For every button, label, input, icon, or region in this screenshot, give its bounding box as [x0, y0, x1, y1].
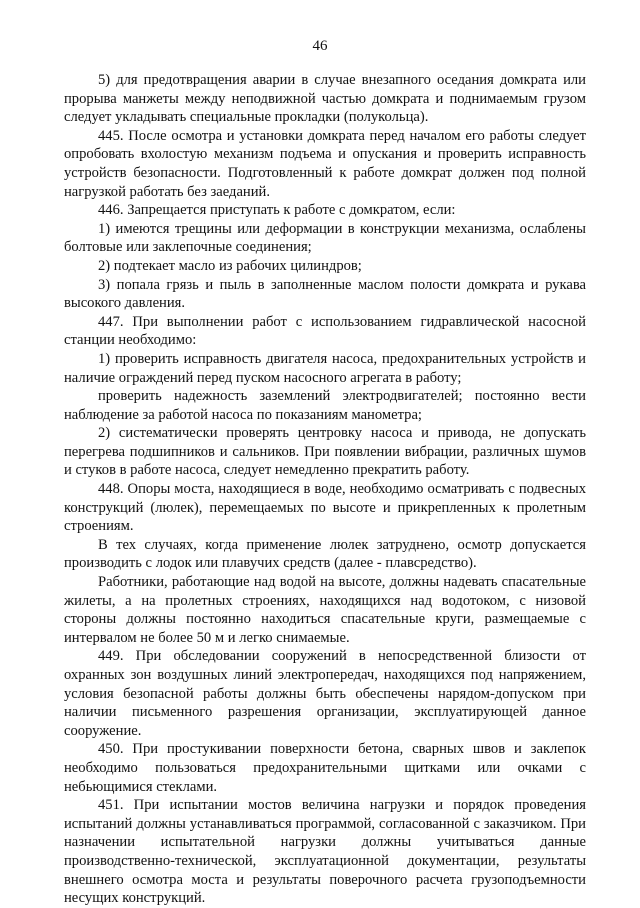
- paragraph-450: 450. При простукивании поверхности бетона, сварных швов и заклепок необходимо пользоваться предохранительными щитками или очками с небьющимися стеклами.: [64, 741, 586, 795]
- paragraph-item-5: 5) для предотвращения аварии в случае внезапного оседания домкрата или прорыва манжеты между неподвижной частью домкрата и поднимаемым грузом следует укладывать специальные прокладки (полукольца).: [64, 72, 586, 126]
- paragraph-446: 446. Запрещается приступать к работе с домкратом, если:: [98, 202, 456, 219]
- page-number: 46: [312, 38, 328, 54]
- paragraph-447-item-1: 1) проверить исправность двигателя насоса, предохранительных устройств и наличие ограждений перед пуском насосного агрегата в работу;: [64, 350, 586, 386]
- paragraph-446-item-3: 3) попала грязь и пыль в заполненные маслом полости домкрата и рукава высокого давления.: [64, 276, 586, 312]
- paragraph-446-item-2: 2) подтекает масло из рабочих цилиндров;: [98, 257, 362, 274]
- paragraph-448: 448. Опоры моста, находящиеся в воде, необходимо осматривать с подвесных конструкций (люлек), перемещаемых по высоте и прикрепленных к пролетным строениям.: [64, 481, 586, 535]
- paragraph-447-item-2: 2) систематически проверять центровку насоса и привода, не допускать перегрева подшипников и сальников. При появлении вибрации, различных шумов и стуков в работе насоса, следует немедленно прекратить работу.: [64, 425, 586, 479]
- paragraph-445: 445. После осмотра и установки домкрата перед началом его работы следует опробовать вхолостую механизм подъема и опускания и проверить исправность устройств безопасности. Подготовленный к работе домкрат должен под полной нагрузкой работать без заеданий.: [64, 127, 586, 200]
- document-body: [64, 71, 586, 908]
- paragraph-448-workers: Работники, работающие над водой на высоте, должны надевать спасательные жилеты, а на пролетных строениях, находящихся над водотоком, с низовой стороны должны постоянно находиться спасательные круги, размещаемые с интервалом не более 50 м и легко снимаемые.: [64, 574, 586, 646]
- paragraph-447-item-1-continued: проверить надежность заземлений электродвигателей; постоянно вести наблюдение за работой насоса по показаниям манометра;: [64, 388, 586, 423]
- paragraph-447: 447. При выполнении работ с использованием гидравлической насосной станции необходимо:: [64, 313, 586, 349]
- paragraph-448-boats: В тех случаях, когда применение люлек затруднено, осмотр допускается производить с лодок или плавучих средств (далее - плавсредство).: [64, 536, 586, 572]
- paragraph-451: 451. При испытании мостов величина нагрузки и порядок проведения испытаний должны устанавливаться программой, согласованной с заказчиком. При назначении испытательной нагрузки должны учитываться данные производственно-технической, эксплуатационной документации, результаты внешнего осмотра моста и результаты поверочного расчета грузоподъемности несущих конструкций.: [64, 797, 586, 907]
- paragraph-449: 449. При обследовании сооружений в непосредственной близости от охранных зон воздушных линий электропередач, находящихся под напряжением, условия безопасной работы должны быть обеспечены нарядом-допуском при наличии письменного разрешения организации, эксплуатирующей данное сооружение.: [64, 648, 586, 739]
- paragraph-446-item-1: 1) имеются трещины или деформации в конструкции механизма, ослаблены болтовые или заклепочные соединения;: [64, 220, 586, 256]
